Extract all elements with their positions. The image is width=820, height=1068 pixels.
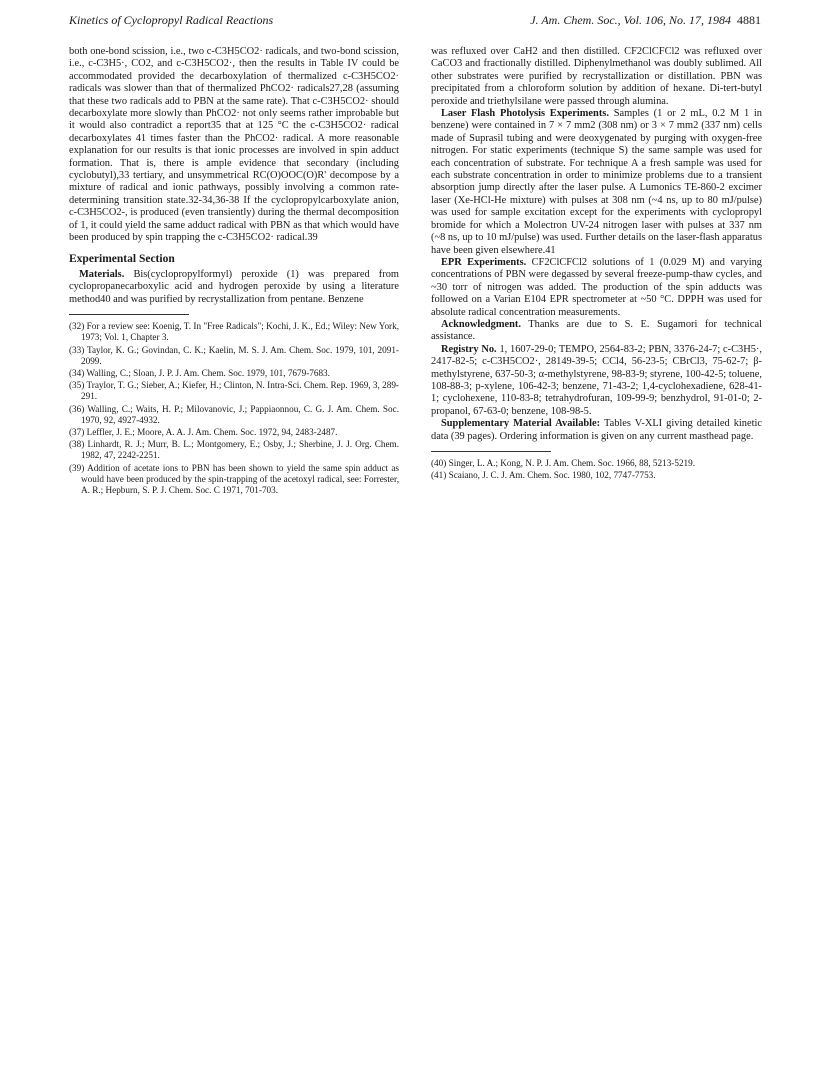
materials-text: Bis(cyclopropylformyl) peroxide (1) was prepared from cyclopropanecarboxylic acid and hydrogen peroxide by using a literature method40 and was purified by recrystallization from pentane. Benzene <box>69 268 399 305</box>
footnote-rule <box>69 314 189 315</box>
supplementary-text: Tables V-XLI giving detailed kinetic data (39 pages). Ordering information is given on any current masthead page. <box>431 418 762 442</box>
footnote-item: (36) Walling, C.; Waits, H. P.; Milovanovic, J.; Pappiaonnou, C. G. J. Am. Chem. Soc. 1970, 92, 4927-4932. <box>69 403 399 425</box>
laser-heading: Laser Flash Photolysis Experiments. <box>441 108 609 120</box>
registry-heading: Registry No. <box>441 343 497 355</box>
footnotes-right <box>431 458 762 481</box>
section-title: Experimental Section <box>69 252 175 265</box>
running-title: Kinetics of Cyclopropyl Radical Reactions <box>69 13 274 27</box>
acknowledgment-paragraph <box>431 319 762 344</box>
supplementary-paragraph <box>431 418 762 443</box>
materials-heading: Materials. <box>79 268 125 280</box>
epr-heading: EPR Experiments. <box>441 256 527 268</box>
journal-name: J. Am. Chem. Soc., Vol. 106, No. 17, 1984 <box>530 13 731 27</box>
footnote-item: (34) Walling, C.; Sloan, J. P. J. Am. Chem. Soc. 1979, 101, 7679-7683. <box>69 367 330 378</box>
footnote-item: (37) Leffler, J. E.; Moore, A. A. J. Am. Chem. Soc. 1972, 94, 2483-2487. <box>69 426 338 437</box>
footnote-item: (32) For a review see: Koenig, T. In "Free Radicals"; Kochi, J. K., Ed.; Wiley: New York, 1973; Vol. 1, Chapter 3. <box>69 321 399 343</box>
epr-paragraph <box>431 257 762 319</box>
left-column <box>69 46 399 497</box>
acknowledgment-text: Thanks are due to S. E. Sugamori for technical assistance. <box>431 318 762 343</box>
materials-paragraph <box>69 269 399 306</box>
footnotes-left <box>69 321 399 496</box>
footnote-rule <box>431 451 551 452</box>
supplementary-heading: Supplementary Material Available: <box>441 418 601 430</box>
acknowledgment-heading: Acknowledgment. <box>441 318 521 330</box>
running-header <box>69 13 761 31</box>
discussion-paragraph: both one-bond scission, i.e., two c-C3H5CO2· radicals, and two-bond scission, i.e., c-C3H5·, CO2, and c-C3H5CO2·, then the results in Table IV could be accommodated provided the decarboxylation of thermalized c-C3H5CO2· radicals was slower than that of thermalized PhCO2· radicals27,28 (assuming that these two radicals add to PBN at the same rate). That c-C3H5CO2· should decarboxylate more slowly than PhCO2· not only seems rather improbable but it would also contradict a report35 that at 125 °C the c-C3H5CO2· radical decarboxylates 41 times faster than the PhCO2· radical. A more reasonable explanation for our results is that ionic processes are involved in spin adduct formation. That is, there is ample evidence that secondary (including cyclobutyl),33 tertiary, and unsymmetrical RC(O)OOC(O)R' decompose by a mixture of radical and ionic pathways, possibly involving a common rate-determining transition state.32-34,36-38 If the cyclopropylcarboxylate anion, c-C3H5CO2-, is produced (even transiently) during the thermal decomposition of 1, it could yield the same adduct radical with PBN as that which would have been produced by spin trapping the c-C3H5CO2· radical.39 <box>69 46 399 244</box>
footnote-item: (33) Taylor, K. G.; Govindan, C. K.; Kaelin, M. S. J. Am. Chem. Soc. 1979, 101, 2091-2099. <box>69 344 399 366</box>
footnote-item: (39) Addition of acetate ions to PBN has been shown to yield the same spin adduct as would have been produced by the spin-trapping of the acetoxyl radical, see: Forrester, A. R.; Hepburn, S. P. J. Chem. Soc. C 1971, 701-703. <box>69 462 399 495</box>
purification-paragraph: was refluxed over CaH2 and then distilled. CF2ClCFCl2 was refluxed over CaCO3 and fractionally distilled. Diphenylmethanol was doubly sublimed. All other substrates were purified by recrystallization or distillation. PBN was precipitated from a chloroform solution by addition of hexane. Di-tert-butyl peroxide and triethylsilane were passed through alumina. <box>431 46 762 107</box>
footnote-item: (35) Traylor, T. G.; Sieber, A.; Kiefer, H.; Clinton, N. Intra-Sci. Chem. Rep. 1969, 3, 289-291. <box>69 380 399 402</box>
registry-paragraph <box>431 344 762 418</box>
page-number: 4881 <box>737 13 761 27</box>
footnote-item: (40) Singer, L. A.; Kong, N. P. J. Am. Chem. Soc. 1966, 88, 5213-5219. <box>431 458 696 468</box>
laser-text: Samples (1 or 2 mL, 0.2 M 1 in benzene) were contained in 7 × 7 mm2 (308 nm) or 3 × 7 mm2 (337 nm) cells made of Suprasil tubing and were deoxygenated by purging with oxygen-free nitrogen. For static experiments (technique S) the same sample was used for each concentration of substrate. For technique A a fresh sample was used for each substrate concentration in order to minimize problems due to a transient absorption jump directly after the laser pulse. A Lumonics TE-860-2 excimer laser (Xe-HCl-He mixture) with pulses at 308 nm (~4 ns, up to 80 mJ/pulse) was used for sample excitation except for the experiments with cyclopropyl bromide for which a Molectron UV-24 nitrogen laser with pulses at 337 nm (~8 ns, up to 10 mJ/pulse) was used. Further details on the laser-flash apparatus have been given elsewhere.41 <box>431 108 762 256</box>
laser-paragraph <box>431 108 762 257</box>
epr-text: CF2ClCFCl2 solutions of 1 (0.029 M) and varying concentrations of PBN were degassed by several freeze-pump-thaw cycles, and ~30 torr of nitrogen was added. The production of the spin adducts was followed on a Varian E104 EPR spectrometer at ~50 °C. DPPH was used for absolute radical concentration measurements. <box>431 256 762 318</box>
footnote-item: (38) Linhardt, R. J.; Murr, B. L.; Montgomery, E.; Osby, J.; Sherbine, J. J. Org. Chem. 1982, 47, 2242-2251. <box>69 439 399 461</box>
journal-citation <box>530 13 761 28</box>
footnote-item: (41) Scaiano, J. C. J. Am. Chem. Soc. 1980, 102, 7747-7753. <box>431 470 656 481</box>
right-column <box>431 46 762 482</box>
registry-text: 1, 1607-29-0; TEMPO, 2564-83-2; PBN, 3376-24-7; c-C3H5·, 2417-82-5; c-C3H5CO2·, 28149-39-5; CCl4, 56-23-5; CBrCl3, 75-62-7; β-methylstyrene, 637-50-3; α-methylstyrene, 98-83-9; styrene, 100-42-5; toluene, 108-88-3; p-xylene, 106-42-3; benzene, 71-43-2; 1,4-cyclohexadiene, 628-41-1; cyclohexene, 110-83-8; tetrahydrofuran, 109-99-9; benzhydrol, 91-01-0; 2-propanol, 67-63-0; benzene, 108-98-5. <box>431 343 762 417</box>
